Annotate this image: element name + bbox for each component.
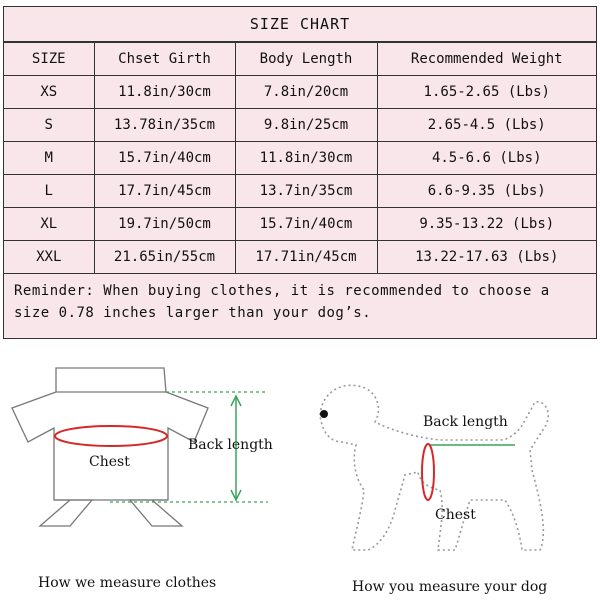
table-row (4, 142, 596, 175)
table-row (4, 241, 596, 274)
header-body-length: Body Length (235, 43, 377, 76)
measurement-diagrams (0, 350, 600, 600)
table-row (4, 175, 596, 208)
cell-length: 11.8in/30cm (235, 142, 377, 175)
dog-eye (320, 410, 328, 418)
table-row (4, 208, 596, 241)
dog-back-length-label: Back length (423, 414, 508, 430)
clothes-chest-label: Chest (89, 454, 130, 470)
cell-weight: 6.6-9.35 (Lbs) (377, 175, 596, 208)
cell-chest: 21.65in/55cm (94, 241, 235, 274)
cell-size: XL (4, 208, 94, 241)
table-header-row (4, 43, 596, 76)
cell-length: 9.8in/25cm (235, 109, 377, 142)
cell-weight: 1.65-2.65 (Lbs) (377, 76, 596, 109)
size-chart (3, 6, 597, 339)
cell-size: XXL (4, 241, 94, 274)
cell-chest: 13.78in/35cm (94, 109, 235, 142)
cell-weight: 4.5-6.6 (Lbs) (377, 142, 596, 175)
cell-length: 7.8in/20cm (235, 76, 377, 109)
cell-size: S (4, 109, 94, 142)
cell-length: 17.71in/45cm (235, 241, 377, 274)
clothes-caption: How we measure clothes (38, 575, 217, 591)
cell-size: L (4, 175, 94, 208)
table-row (4, 109, 596, 142)
cell-size: M (4, 142, 94, 175)
reminder-text: Reminder: When buying clothes, it is recommended to choose a size 0.78 inches larger than your dog’s. (14, 283, 550, 321)
size-table (4, 42, 596, 274)
cell-weight: 9.35-13.22 (Lbs) (377, 208, 596, 241)
cell-chest: 15.7in/40cm (94, 142, 235, 175)
cell-chest: 17.7in/45cm (94, 175, 235, 208)
header-weight: Recommended Weight (377, 43, 596, 76)
cell-length: 15.7in/40cm (235, 208, 377, 241)
dog-chest-label: Chest (435, 507, 476, 523)
chart-title: SIZE CHART (4, 7, 596, 42)
cell-length: 13.7in/35cm (235, 175, 377, 208)
diagram-drawings (0, 350, 600, 600)
clothes-back-length-label: Back length (188, 437, 273, 453)
header-size: SIZE (4, 43, 94, 76)
cell-weight: 2.65-4.5 (Lbs) (377, 109, 596, 142)
dog-chest-line (422, 444, 434, 500)
clothes-chest-line (55, 426, 167, 446)
dog-caption: How you measure your dog (352, 579, 548, 595)
cell-chest: 19.7in/50cm (94, 208, 235, 241)
cell-chest: 11.8in/30cm (94, 76, 235, 109)
cell-size: XS (4, 76, 94, 109)
header-chest-girth: Chset Girth (94, 43, 235, 76)
cell-weight: 13.22-17.63 (Lbs) (377, 241, 596, 274)
table-row (4, 76, 596, 109)
